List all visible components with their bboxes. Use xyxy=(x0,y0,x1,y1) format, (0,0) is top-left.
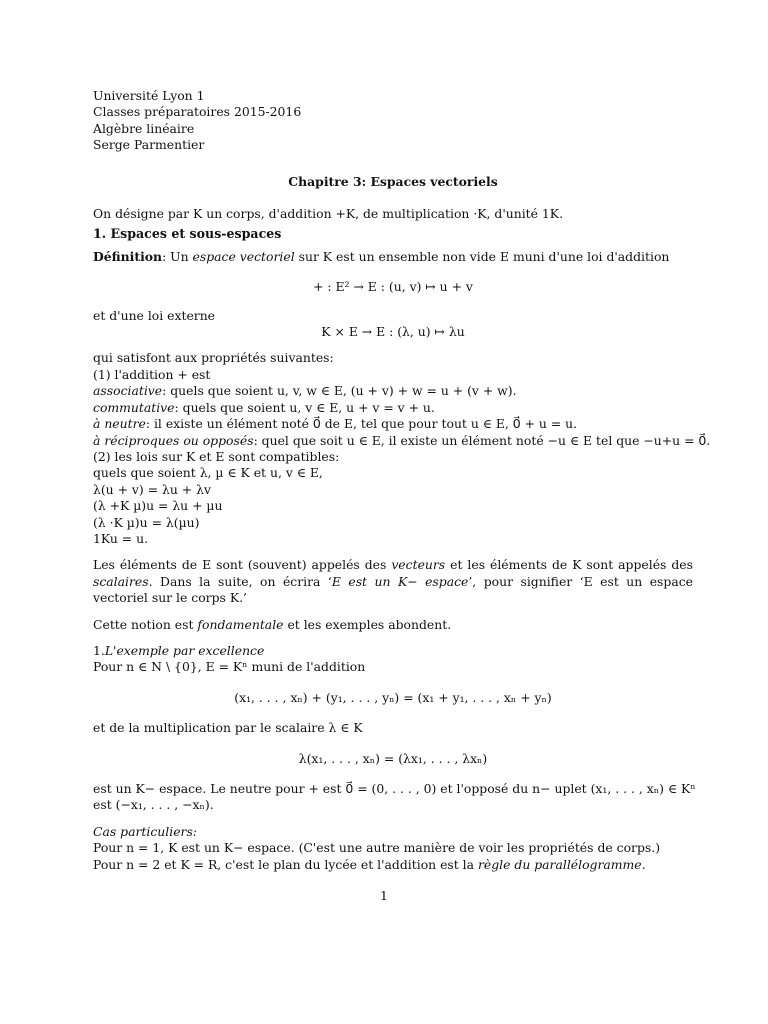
page-number: 1 xyxy=(380,888,388,903)
subject-name: Algèbre linéaire xyxy=(93,120,195,136)
equation-sum: (x₁, . . . , xₙ) + (y₁, . . . , yₙ) = (x₁ + y₁, . . . , xₙ + yₙ) xyxy=(234,689,552,705)
prop-reciprocal xyxy=(93,432,711,449)
vectors-term: vecteurs xyxy=(391,557,446,573)
prop-associative xyxy=(93,383,693,399)
external-law-text: et d'une loi externe xyxy=(93,307,216,323)
vectors-quote: E est un K− espace xyxy=(331,573,469,589)
equation-addition: + : E² → E : (u, v) ↦ u + v xyxy=(313,279,473,295)
example-title-text: L'exemple par excellence xyxy=(104,642,265,658)
author-name: Serge Parmentier xyxy=(93,137,205,153)
vectors-text-c: . Dans la suite, on écrira ‘ xyxy=(148,573,332,589)
props2-header: (2) les lois sur K et E sont compatibles: xyxy=(93,448,340,464)
vectors-paragraph xyxy=(93,557,693,606)
particular-text-c: . xyxy=(641,856,646,872)
vectors-text-a: Les éléments de E sont (souvent) appelés des xyxy=(93,557,392,573)
comm-label: commutative xyxy=(93,399,175,415)
header-block xyxy=(93,88,693,154)
equation-scalar: λ(x₁, . . . , xₙ) = (λx₁, . . . , λxₙ) xyxy=(298,750,488,766)
result-line-2: est (−x₁, . . . , −xₙ). xyxy=(93,797,214,813)
university-name: Université Lyon 1 xyxy=(93,88,205,103)
recip-label: à réciproques ou opposés xyxy=(93,432,254,448)
props2-line-3: (λ +K µ)u = λu + µu xyxy=(93,498,223,514)
particular-text-a: Pour n = 2 et K = R, c'est le plan du lycée et l'addition est la xyxy=(93,856,478,872)
definition-label: Définition xyxy=(93,248,163,264)
comm-text: : quels que soient u, v ∈ E, u + v = v + u. xyxy=(174,399,435,415)
props2-line-2: λ(u + v) = λu + λv xyxy=(93,481,211,497)
particular-term: règle du parallélogramme xyxy=(477,856,642,872)
particular-line-2 xyxy=(93,857,693,873)
notion-text-b: et les exemples abondent. xyxy=(283,616,452,632)
satisfy-text: qui satisfont aux propriétés suivantes: xyxy=(93,350,334,366)
definition-text-a: : Un xyxy=(162,248,193,264)
scalars-term: scalaires xyxy=(93,573,149,589)
example-title xyxy=(93,643,693,659)
example-line: Pour n ∈ N \ {0}, E = Kⁿ muni de l'addition xyxy=(93,659,366,675)
course-name: Classes préparatoires 2015-2016 xyxy=(93,104,302,120)
props2-line-4: (λ ·K µ)u = λ(µu) xyxy=(93,514,200,530)
particular-line-1: Pour n = 1, K est un K− espace. (C'est une autre manière de voir les propriétés de corps.) xyxy=(93,840,661,856)
props1-header: (1) l'addition + est xyxy=(93,366,211,382)
definition-text-b: sur K est un ensemble non vide E muni d'une loi d'addition xyxy=(294,248,670,264)
section-title: 1. Espaces et sous-espaces xyxy=(93,226,282,242)
prop-neutral xyxy=(93,416,693,432)
particular-title: Cas particuliers: xyxy=(93,823,197,839)
scalar-line: et de la multiplication par le scalaire λ ∈ K xyxy=(93,720,363,736)
example-number: 1. xyxy=(93,642,105,658)
chapter-title: Chapitre 3: Espaces vectoriels xyxy=(288,173,498,189)
assoc-text: : quels que soient u, v, w ∈ E, (u + v) + w = u + (v + w). xyxy=(162,383,517,399)
recip-text: : quel que soit u ∈ E, il existe un élément noté −u ∈ E tel que −u+u = 0⃗. xyxy=(253,432,711,448)
equation-external: K × E → E : (λ, u) ↦ λu xyxy=(321,324,465,340)
assoc-label: associative xyxy=(93,383,163,399)
result-line-1: est un K− espace. Le neutre pour + est 0⃗ = (0, . . . , 0) et l'opposé du n− uplet (x₁, . . . , xₙ) ∈ Kⁿ xyxy=(93,781,696,796)
notion-text-a: Cette notion est xyxy=(93,616,198,632)
intro-paragraph: On désigne par K un corps, d'addition +K, de multiplication ·K, d'unité 1K. xyxy=(93,206,564,222)
vectors-text-b: et les éléments de K sont appelés des xyxy=(445,557,693,573)
definition-line xyxy=(93,249,693,265)
props2-line-5: 1Ku = u. xyxy=(93,530,149,546)
neutral-text: : il existe un élément noté 0⃗ de E, tel que pour tout u ∈ E, 0⃗ + u = u. xyxy=(145,416,578,432)
document-page xyxy=(93,88,711,873)
vectors-text-d: ’, pour signifier ‘E est un espace vectoriel sur le corps K.’ xyxy=(93,573,694,606)
definition-term: espace vectoriel xyxy=(192,248,295,264)
props2-line-1: quels que soient λ, µ ∈ K et u, v ∈ E, xyxy=(93,465,323,481)
prop-commutative xyxy=(93,400,693,416)
neutral-label: à neutre xyxy=(93,416,146,432)
notion-paragraph xyxy=(93,617,693,633)
notion-term: fondamentale xyxy=(197,616,284,632)
